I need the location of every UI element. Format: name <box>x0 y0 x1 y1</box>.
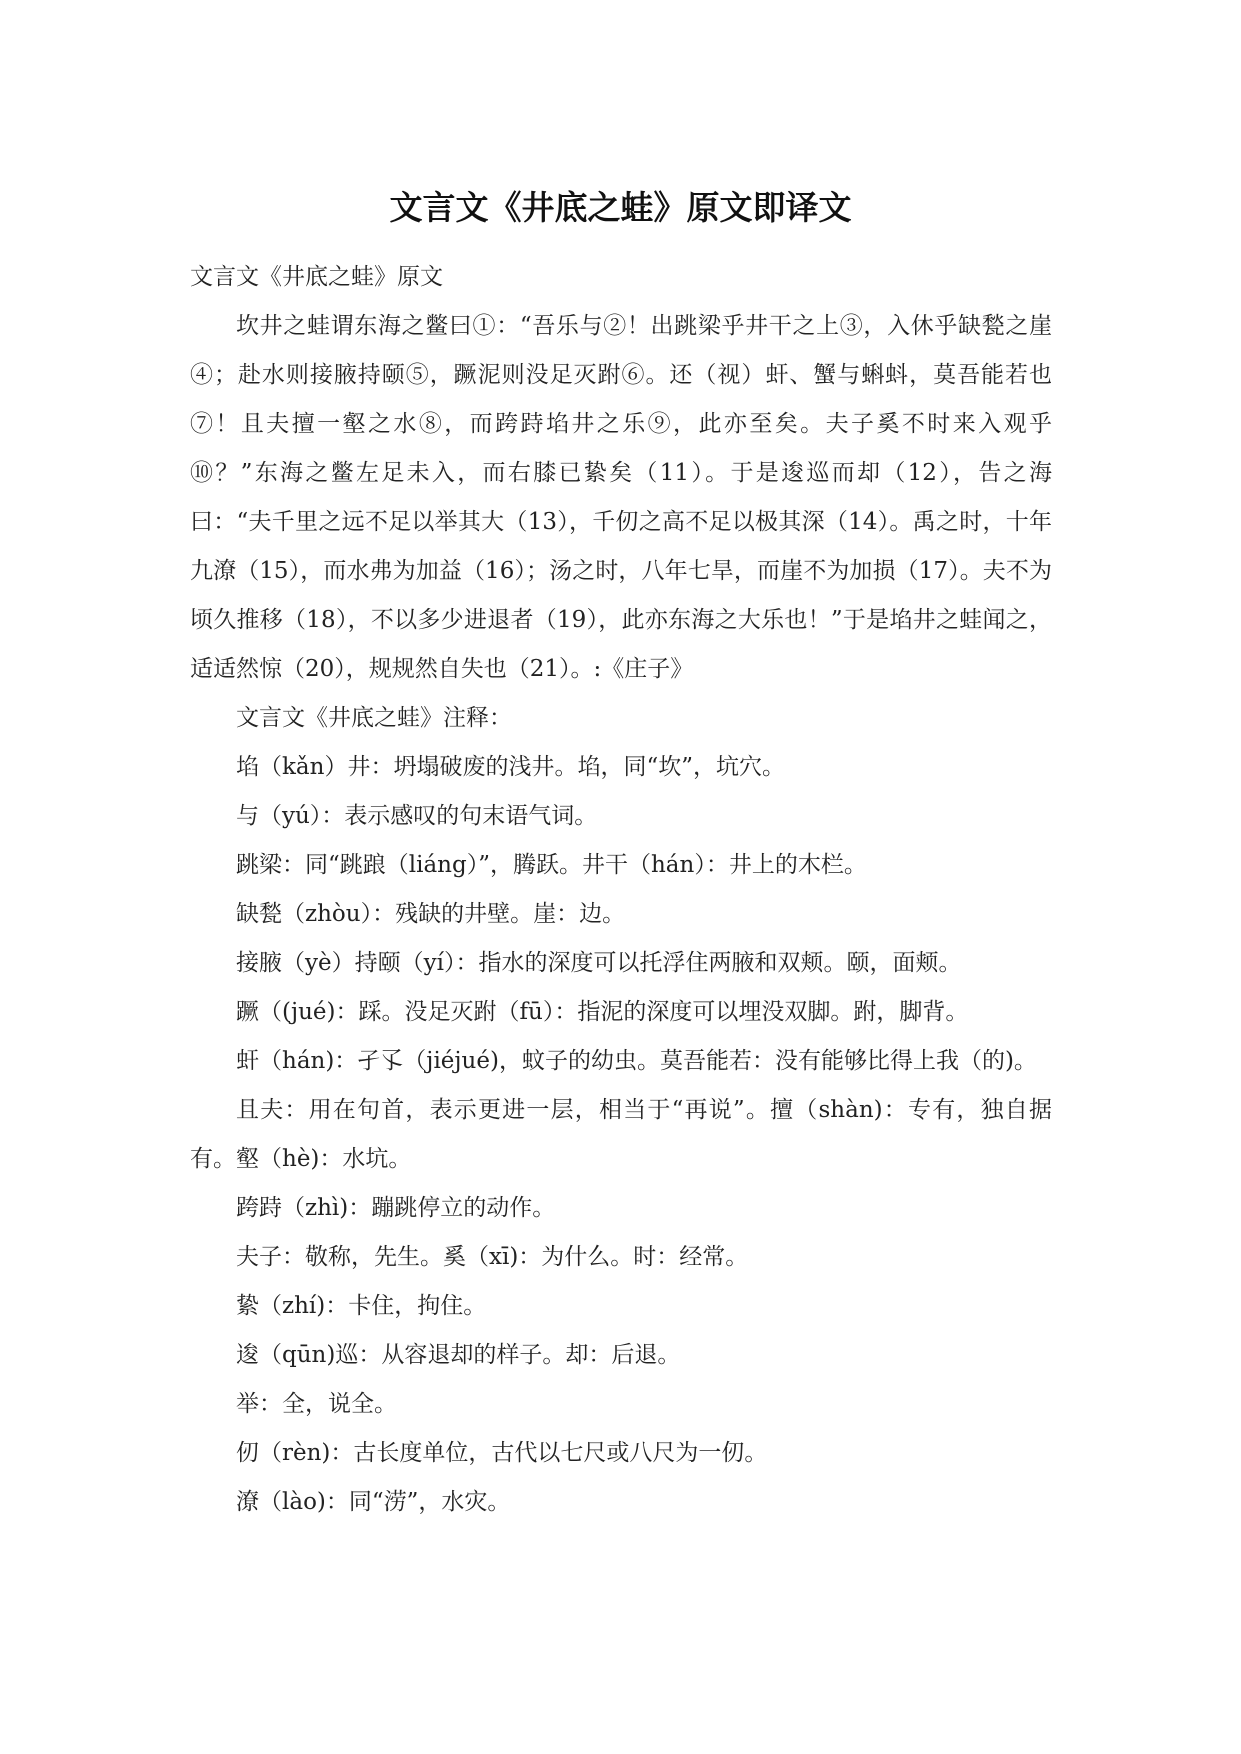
document-body <box>190 253 1052 1527</box>
note-item: 蹶（(jué)：踩。没足灭跗（fū）：指泥的深度可以埋没双脚。跗，脚背。 <box>236 999 969 1025</box>
note-item: 与（yú）：表示感叹的句末语气词。 <box>236 803 598 829</box>
note-item: 举：全，说全。 <box>236 1391 397 1417</box>
note-item: 仞（rèn)：古长度单位，古代以七尺或八尺为一仞。 <box>236 1440 768 1466</box>
note-item: 接腋（yè）持颐（yí）：指水的深度可以托浮住两腋和双颊。颐，面颊。 <box>236 950 962 976</box>
note-item: 缺甃（zhòu）：残缺的井壁。崖：边。 <box>236 901 626 927</box>
note-item: 埳（kǎn）井：坍塌破废的浅井。埳，同“坎”，坑穴。 <box>236 754 785 780</box>
note-item: 夫子：敬称，先生。奚（xī)：为什么。时：经常。 <box>236 1244 749 1270</box>
document-title: 文言文《井底之蛙》原文即译文 <box>389 188 852 227</box>
section-heading: 文言文《井底之蛙》原文 <box>190 264 443 290</box>
note-item: 跨跱（zhì)：蹦跳停立的动作。 <box>236 1195 556 1221</box>
note-item: 逡（qūn)巡：从容退却的样子。却：后退。 <box>236 1342 681 1368</box>
note-item: 絷（zhí)：卡住，拘住。 <box>236 1293 487 1319</box>
note-item: 潦（lào)：同“涝”，水灾。 <box>236 1489 511 1515</box>
note-item: 且夫：用在句首，表示更进一层，相当于“再说”。擅（shàn)：专有，独自据有。壑（hè)：水坑。 <box>190 1097 1052 1172</box>
note-item: 跳梁：同“跳踉（liáng）”，腾跃。井干（hán）：井上的木栏。 <box>236 852 867 878</box>
original-text-paragraph: 坎井之蛙谓东海之鳖曰①：“吾乐与②！出跳梁乎井干之上③，入休乎缺甃之崖④；赴水则接腋持颐⑤，蹶泥则没足灭跗⑥。还（视）虷、蟹与蝌蚪，莫吾能若也⑦！且夫擅一壑之水⑧，而跨跱埳井之乐⑨，此亦至矣。夫子奚不时来入观乎⑩？”东海之鳖左足未入，而右膝已絷矣（11）。于是逡巡而却（12），告之海曰：“夫千里之远不足以举其大（13），千仞之高不足以极其深（14）。禹之时，十年九潦（15），而水弗为加益（16）；汤之时，八年七旱，而崖不为加损（17）。夫不为顷久推移（18），不以多少进退者（19），此亦东海之大乐也！”于是埳井之蛙闻之，适适然惊（20），规规然自失也（21）。:《庄子》 <box>190 313 1052 682</box>
note-item: 虷（hán)：孑孓（jiéjué)，蚊子的幼虫。莫吾能若：没有能够比得上我（的)。 <box>236 1048 1037 1074</box>
notes-heading: 文言文《井底之蛙》注释： <box>236 705 512 731</box>
